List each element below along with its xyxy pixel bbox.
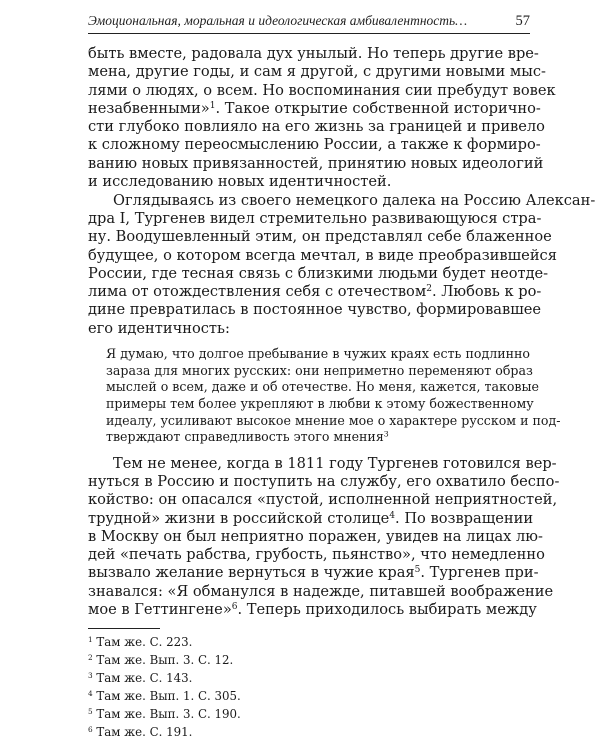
page-number: 57: [515, 13, 530, 29]
text-line: ну. Воодушевленный этим, он представлял себе блаженное: [88, 228, 552, 246]
text-line: [88, 563, 539, 583]
footnote-text: Там же. С. 191.: [96, 725, 193, 739]
footnote: [88, 652, 233, 668]
text-line: [88, 545, 545, 565]
text-segment: . Тургенев при-: [420, 564, 539, 582]
footnote-text: Там же. С. 223.: [96, 635, 193, 649]
footnote: [88, 706, 241, 722]
text-segment: знавался: «Я обманулся в надежде, питавшей воображение: [88, 582, 554, 600]
text-line: мена, другие годы, и сам я другой, с другими новыми мыс-: [88, 63, 546, 81]
text-line: России, где тесная связь с близкими людьми будет неотде-: [88, 264, 549, 282]
footnote-number: 3: [88, 670, 93, 680]
text-line: будущее, о котором всегда мечтал, в виде преобразившейся: [88, 246, 557, 264]
footnote-ref[interactable]: 3: [383, 429, 389, 439]
footnote: [88, 724, 192, 740]
text-line: [88, 282, 542, 302]
footnote-number: 4: [88, 688, 93, 698]
text-line: [88, 600, 537, 620]
text-segment: . Такое открытие собственной исторично-: [215, 99, 541, 117]
footnote-number: 1: [88, 634, 93, 644]
footnote-text: Там же. Вып. 3. С. 190.: [96, 707, 241, 721]
text-line: [88, 509, 534, 529]
text-line: сти глубоко повлияло на его жизнь за границей и привело: [88, 118, 545, 136]
footnote-text: Там же. Вып. 3. С. 12.: [96, 653, 234, 667]
footnote-ref[interactable]: 6: [231, 602, 238, 613]
text-line: и исследованию новых идентичностей.: [88, 172, 392, 190]
footnote-text: Там же. С. 143.: [96, 671, 193, 685]
running-head-title: Эмоциональная, моральная и идеологическая амбивалентность…: [88, 13, 468, 28]
footnote-number: 5: [88, 706, 93, 716]
text-segment: тверждают справедливость этого мнения: [106, 429, 384, 445]
text-line: дине превратилась в постоянное чувство, формировавшее: [88, 301, 542, 319]
quote-line: Я думаю, что долгое пребывание в чужих краях есть подлинно: [106, 346, 530, 362]
text-segment: вызвало желание вернуться в чужие края: [88, 564, 415, 582]
quote-line: зараза для многих русских: они неприметно переменяют образ: [106, 362, 533, 378]
footnote-divider: [88, 628, 160, 629]
text-line: [88, 582, 554, 602]
text-line: дра I, Тургенев видел стремительно развивающуюся стра-: [88, 210, 542, 228]
text-segment: . Теперь приходилось выбирать между: [237, 601, 537, 618]
text-segment: . Любовь к ро-: [431, 283, 542, 301]
text-segment: незабвенными»: [88, 99, 210, 117]
text-line: его идентичность:: [88, 319, 230, 337]
footnote: [88, 688, 241, 704]
quote-line: мыслей о всем, даже и об отечестве. Но меня, кажется, таковые: [106, 379, 539, 395]
text-line: быть вместе, радовала дух унылый. Но теперь другие вре-: [88, 45, 539, 62]
text-line: к сложному переосмыслению России, а также к формиро-: [88, 136, 541, 154]
text-line: [88, 527, 543, 547]
text-segment: . По возвращении: [395, 509, 534, 527]
footnote: [88, 634, 192, 650]
footnote: [88, 670, 192, 686]
footnote-ref[interactable]: 1: [209, 100, 216, 111]
text-line: койство: он опасался «пустой, исполненной неприятностей,: [88, 491, 558, 509]
text-line: Тем не менее, когда в 1811 году Тургенев готовился вер-: [113, 454, 557, 472]
footnote-ref[interactable]: 4: [389, 510, 396, 521]
text-line: ванию новых привязанностей, принятию новых идеологий: [88, 154, 544, 172]
running-head: [88, 13, 530, 34]
quote-line: примеры тем более укрепляют в любви к этому божественному: [106, 396, 534, 412]
quote-line: [106, 428, 530, 445]
footnote-ref[interactable]: 5: [414, 565, 421, 576]
text-line: Оглядываясь из своего немецкого далека на Россию Алексан-: [113, 191, 596, 209]
text-segment: дей «печать рабства, грубость, пьянство», что немедленно: [88, 546, 545, 564]
text-segment: лима от отождествления себя с отечеством: [88, 283, 427, 301]
text-segment: в Москву он был неприятно поражен, увидев на лицах лю-: [88, 527, 543, 545]
footnote-ref[interactable]: 2: [426, 284, 432, 295]
quote-line: идеалу, усиливают высокое мнение мое о характере русском и под-: [106, 412, 561, 428]
text-segment: мое в Геттингене»: [88, 601, 232, 618]
text-line: лями о людях, о всем. Но воспоминания сии пребудут вовек: [88, 81, 556, 99]
footnote-number: 6: [88, 724, 93, 734]
footnote-text: Там же. Вып. 1. С. 305.: [96, 689, 241, 703]
text-line: нуться в Россию и поступить на службу, его охватило беспо-: [88, 473, 560, 491]
footnote-number: 2: [88, 652, 93, 662]
text-segment: трудной» жизни в российской столице: [88, 509, 390, 527]
text-line: [88, 99, 541, 119]
